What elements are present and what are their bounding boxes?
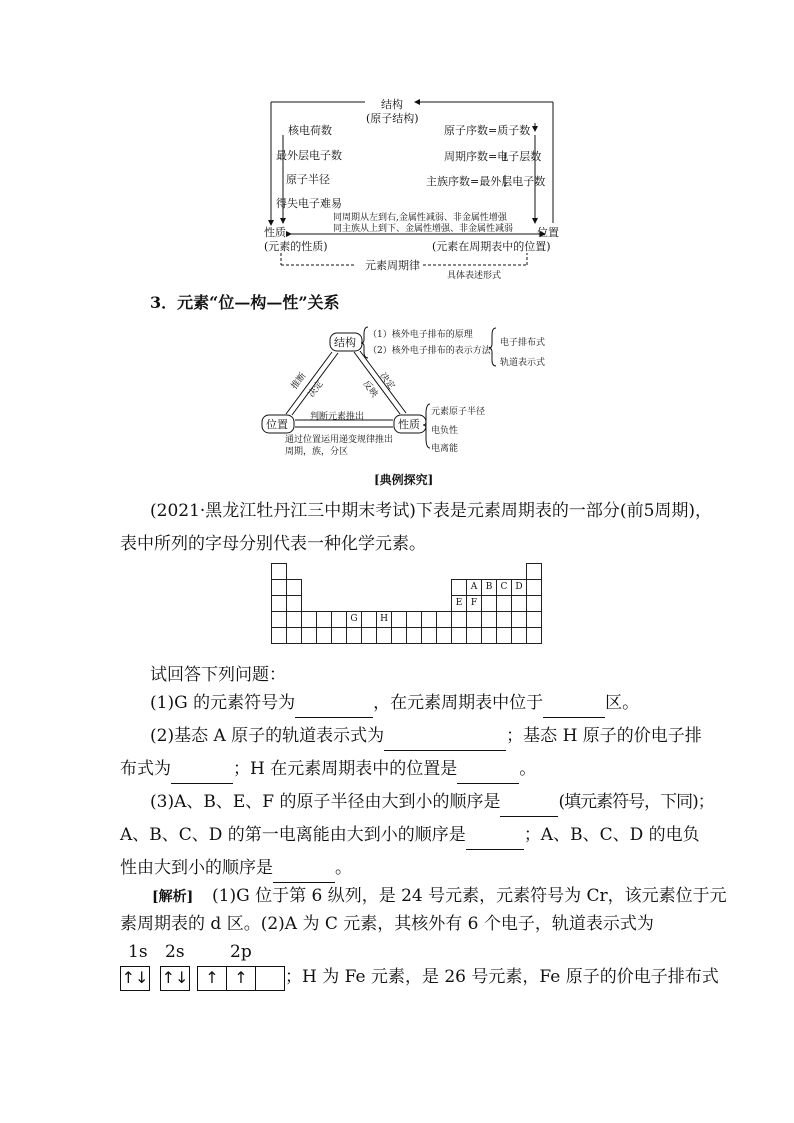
analysis-tag: [解析] bbox=[152, 889, 194, 905]
diagram1-left-item-4: 得失电子难易 bbox=[276, 197, 342, 210]
diagram1-middle-line-2: 同主族从上到下、金属性增强、非金属性减弱 bbox=[333, 224, 514, 234]
diagram2-method-item-2: 轨道表示式 bbox=[500, 358, 546, 368]
diagram1-structure-sub: (原子结构) bbox=[366, 112, 419, 125]
element-c: C bbox=[497, 580, 512, 596]
question-intro-line-1: (2021·黑龙江牡丹江三中期末考试)下表是元素周期表的一部分(前5周期)， bbox=[150, 501, 713, 521]
diagram2-property-item-1: 元素原子半径 bbox=[431, 407, 486, 417]
element-e: E bbox=[452, 596, 467, 612]
analysis-line-3: ；H 为 Fe 元素，是 26 号元素，Fe 原子的价电子排布式 bbox=[285, 967, 719, 987]
diagram1-right-item-1: 原子序数=质子数 bbox=[444, 124, 531, 137]
element-h: H bbox=[377, 612, 392, 628]
analysis-line-2: 素周期表的 d 区。(2)A 为 C 元素，其核外有 6 个电子，轨道表示式为 bbox=[120, 914, 654, 934]
element-g: G bbox=[347, 612, 362, 628]
orbital-label-2p: 2p bbox=[230, 942, 252, 962]
diagram2-node-structure: 结构 bbox=[334, 336, 356, 349]
diagram1-property-sub: (元素的性质) bbox=[264, 240, 328, 253]
diagram2-structure-item-2: （2）核外电子排布的表示方法 bbox=[368, 346, 491, 356]
diagram1-structure: 结构 bbox=[381, 98, 403, 111]
section-title: 3．元素“位—构—性”关系 bbox=[150, 293, 340, 312]
orbital-label-1s: 1s bbox=[128, 942, 148, 962]
question-3-line-3: 性由大到小的顺序是 。 bbox=[120, 853, 352, 883]
question-3-line-2: A、B、C、D 的第一电离能由大到小的顺序是 ；A、B、C、D 的电负 bbox=[120, 820, 700, 850]
orbital-box-1s: ↑↓ bbox=[120, 966, 150, 991]
diagram1-property: 性质 bbox=[264, 226, 286, 239]
orbital-box-2p-1: ↑ bbox=[197, 966, 227, 991]
answer-blank[interactable] bbox=[171, 765, 233, 784]
diagram1-position: 位置 bbox=[537, 226, 559, 239]
answer-blank[interactable] bbox=[500, 798, 558, 817]
orbital-label-2s: 2s bbox=[165, 942, 185, 962]
orbital-box-2s: ↑↓ bbox=[160, 966, 190, 991]
element-a: A bbox=[467, 580, 482, 596]
diagram1-middle-line-1: 同周期从左到右,金属性减弱、非金属性增强 bbox=[333, 213, 507, 223]
element-b: B bbox=[482, 580, 497, 596]
question-1: (1)G 的元素符号为 ，在元素周期表中位于 区。 bbox=[150, 688, 639, 718]
diagram1-left-item-2: 最外层电子数 bbox=[276, 149, 342, 162]
question-intro-line-2: 表中所列的字母分别代表一种化学元素。 bbox=[120, 534, 426, 554]
diagram2-left-edge-inner: 决定 bbox=[306, 379, 326, 400]
diagram2-node-position: 位置 bbox=[266, 418, 288, 431]
diagram2-node-property: 性质 bbox=[398, 418, 420, 431]
example-tag: [典例探究] bbox=[374, 473, 434, 487]
diagram2-structure-item-1: （1）核外电子排布的原理 bbox=[368, 330, 473, 340]
diagram1-law-sub: 具体表述形式 bbox=[447, 271, 502, 281]
answer-blank[interactable] bbox=[384, 732, 506, 751]
diagram2-bottom-edge: 判断元素推出 bbox=[310, 412, 365, 422]
orbital-box-2p-2: ↑ bbox=[226, 966, 256, 991]
diagram1-left-item-3: 原子半径 bbox=[286, 173, 330, 186]
diagram2-property-item-2: 电负性 bbox=[431, 426, 459, 436]
element-f: F bbox=[467, 596, 482, 612]
diagram2-bottom-note-2: 周期，族，分区 bbox=[285, 447, 349, 457]
question-3-line-1: (3)A、B、E、F 的原子半径由大到小的顺序是 (填元素符号，下同)； bbox=[150, 787, 714, 817]
answer-blank[interactable] bbox=[543, 699, 605, 718]
periodic-table-fragment bbox=[271, 563, 542, 644]
diagram2-bottom-note-1: 通过位置运用递变规律推出 bbox=[285, 435, 394, 445]
question-2-line-1: (2)基态 A 原子的轨道表示式为 ；基态 H 原子的价电子排 bbox=[150, 721, 702, 751]
diagram1-law: 元素周期律 bbox=[365, 259, 420, 272]
answer-blank[interactable] bbox=[466, 831, 524, 850]
diagram2-left-edge-outer: 推断 bbox=[289, 371, 309, 392]
answer-blank[interactable] bbox=[295, 699, 373, 718]
diagram2-property-item-3: 电离能 bbox=[431, 444, 459, 454]
diagram2-right-edge-outer: 决定 bbox=[377, 371, 397, 392]
diagram1-right-item-3: 主族序数=最外层电子数 bbox=[426, 175, 546, 188]
answer-blank[interactable] bbox=[457, 765, 519, 784]
question-2-line-2: 布式为 ；H 在元素周期表中的位置是 。 bbox=[120, 754, 536, 784]
diagram1-left-item-1: 核电荷数 bbox=[288, 124, 332, 137]
diagram1-right-item-2: 周期序数=电子层数 bbox=[444, 150, 542, 163]
diagram1-position-sub: (元素在周期表中的位置) bbox=[432, 240, 551, 253]
diagram2-method-item-1: 电子排布式 bbox=[500, 338, 546, 348]
diagram2-right-edge-inner: 反映 bbox=[360, 379, 380, 400]
element-d: D bbox=[512, 580, 527, 596]
prompt: 试回答下列问题： bbox=[150, 665, 286, 685]
analysis-line-1: (1)G 位于第 6 纵列，是 24 号元素，元素符号为 Cr，该元素位于元 bbox=[212, 886, 727, 906]
orbital-box-2p-3 bbox=[255, 966, 285, 991]
